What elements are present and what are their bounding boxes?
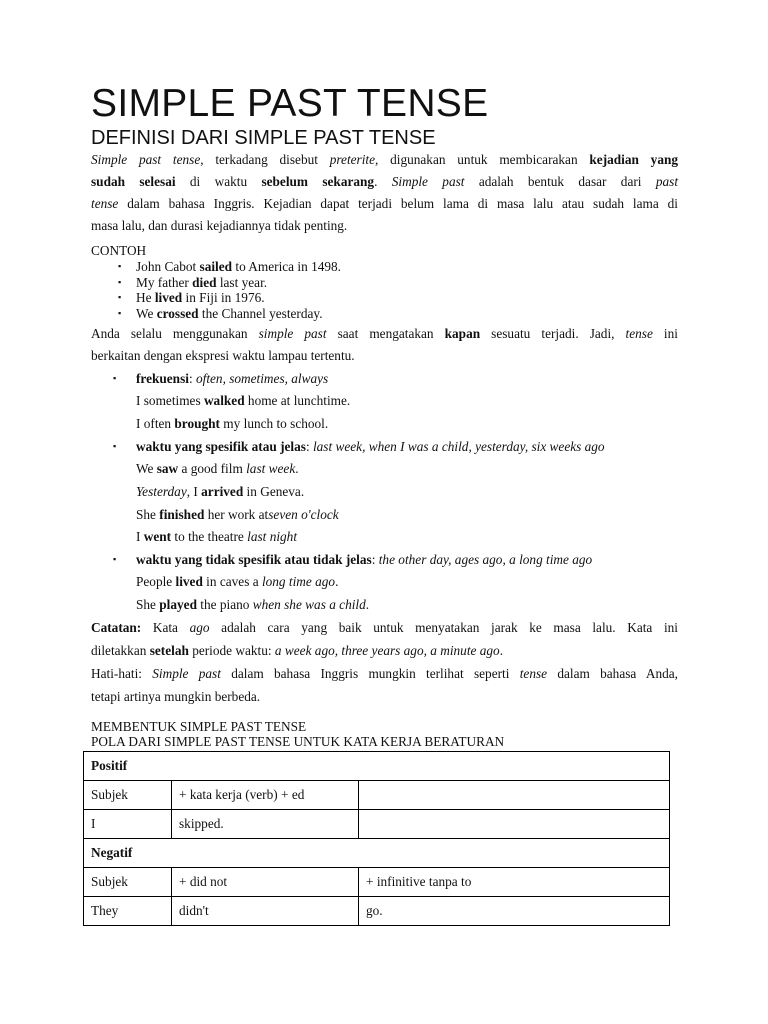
italic-text: last night — [247, 529, 298, 544]
membentuk-heading: MEMBENTUK SIMPLE PAST TENSE — [91, 719, 307, 734]
square-bullet-icon: ▪ — [113, 441, 117, 451]
text-run: saat mengatakan — [326, 326, 445, 341]
table-cell: Subjek — [84, 781, 172, 810]
frekuensi-heading — [136, 371, 328, 387]
text-run: her work at — [204, 507, 269, 522]
text-run: . — [374, 174, 392, 189]
table-row — [84, 781, 670, 810]
example-sentence — [136, 416, 328, 432]
italic-text: when she was a child — [252, 597, 366, 612]
text-run: ini — [652, 326, 678, 341]
text-run: adalah cara yang baik untuk menyatakan jarak ke masa lalu. Kata ini — [209, 620, 678, 635]
bold-text: Catatan: — [91, 620, 142, 635]
bold-text: brought — [174, 416, 220, 431]
bold-text: sebelum sekarang — [261, 174, 375, 189]
text-run: She — [136, 507, 160, 522]
list-item — [118, 259, 341, 275]
text-run: periode waktu: — [188, 643, 275, 658]
text-run: : — [371, 552, 379, 567]
text-run: berkaitan dengan ekspresi waktu lampau tertentu. — [91, 348, 355, 363]
bold-text: walked — [203, 393, 245, 408]
list-item-text — [136, 290, 265, 305]
italic-text: Yesterday — [136, 484, 187, 499]
text-run: my lunch to school. — [219, 416, 329, 431]
text-run: . — [335, 574, 339, 589]
bold-text: frekuensi — [136, 371, 189, 386]
text-run: Hati-hati: — [91, 666, 153, 681]
text-run: He — [136, 290, 155, 305]
italic-text: simple past — [258, 326, 327, 341]
text-run: Anda selalu menggunakan — [91, 326, 259, 341]
bold-text: crossed — [156, 305, 199, 321]
definition-line-1 — [91, 152, 678, 168]
table-cell: go. — [359, 897, 670, 926]
table-section-header: Negatif — [84, 839, 670, 868]
table-cell — [359, 781, 670, 810]
square-bullet-icon: ▪ — [118, 276, 122, 287]
bold-text: waktu yang tidak spesifik atau tidak jelas — [136, 552, 372, 567]
bold-text: kejadian yang — [589, 152, 679, 167]
text-run: I often — [136, 416, 175, 431]
example-sentence — [136, 484, 304, 500]
spesifik-heading — [136, 439, 605, 455]
table-cell: skipped. — [172, 810, 359, 839]
page-title: SIMPLE PAST TENSE — [91, 82, 489, 125]
text-run: People — [136, 574, 176, 589]
section-heading-definisi: DEFINISI DARI SIMPLE PAST TENSE — [91, 127, 436, 149]
list-item-text — [136, 306, 323, 321]
square-bullet-icon: ▪ — [118, 307, 122, 318]
square-bullet-icon: ▪ — [118, 292, 122, 302]
table-row — [84, 839, 670, 868]
definition-line-4 — [91, 218, 678, 234]
bold-text: died — [192, 274, 217, 290]
table-row — [84, 810, 670, 839]
text-run: di waktu — [175, 174, 262, 189]
square-bullet-icon: ▪ — [118, 261, 122, 271]
text-run: in Fiji in 1976. — [182, 290, 265, 305]
text-run: , I — [186, 484, 202, 499]
text-run: dalam bahasa Anda, — [547, 666, 678, 681]
table-cell: They — [84, 897, 172, 926]
table-cell: I — [84, 810, 172, 839]
table-section-header: Positif — [84, 752, 670, 781]
table-cell: didn't — [172, 897, 359, 926]
italic-text: past — [655, 174, 679, 189]
pola-heading: POLA DARI SIMPLE PAST TENSE UNTUK KATA KERJA BERATURAN — [91, 734, 505, 749]
text-run: tetapi artinya mungkin berbeda. — [91, 689, 261, 704]
example-sentence — [136, 529, 297, 545]
italic-text: the other day, ages ago, a long time ago — [378, 552, 593, 567]
catatan-line-2 — [91, 643, 678, 659]
italic-text: Simple past — [391, 174, 465, 189]
italic-text: last week — [246, 461, 296, 476]
example-sentence — [136, 597, 369, 613]
table-cell: + infinitive tanpa to — [359, 868, 670, 897]
list-item-text — [136, 259, 341, 274]
text-run: Kata — [141, 620, 190, 635]
bold-text: played — [159, 597, 197, 612]
text-run: sesuatu terjadi. Jadi, — [480, 326, 626, 341]
text-run: dalam bahasa Inggris mungkin terlihat seperti — [220, 666, 520, 681]
bold-text: lived — [154, 290, 183, 305]
table-cell: Subjek — [84, 868, 172, 897]
text-run: , digunakan untuk membicarakan — [375, 152, 590, 167]
italic-text: tense — [519, 666, 548, 681]
list-item — [118, 290, 341, 306]
text-run: . — [499, 643, 504, 658]
bold-text: lived — [175, 574, 203, 589]
table-row — [84, 897, 670, 926]
italic-text: tense — [91, 196, 119, 211]
italic-text: a week ago, three years ago, a minute ago — [274, 643, 500, 658]
hati-line-2 — [91, 689, 678, 705]
text-run: I — [136, 529, 144, 544]
definition-line-2 — [91, 174, 678, 190]
text-run: : — [305, 439, 313, 454]
example-sentence — [136, 574, 338, 590]
contoh-heading: CONTOH — [91, 243, 147, 258]
square-bullet-icon: ▪ — [113, 554, 117, 564]
example-sentence — [136, 461, 299, 477]
text-run: home at lunchtime. — [244, 393, 351, 408]
example-sentence — [136, 507, 339, 523]
anda-line-1 — [91, 326, 678, 342]
text-run: a good film — [178, 461, 247, 476]
bold-text: saw — [156, 461, 179, 476]
bold-text: sudah selesai — [91, 174, 176, 189]
bold-text: sailed — [199, 259, 233, 274]
text-run: the piano — [196, 597, 253, 612]
pattern-table — [83, 751, 670, 926]
italic-text: often, sometimes, always — [195, 371, 329, 386]
square-bullet-icon: ▪ — [113, 373, 117, 383]
text-run: We — [136, 305, 157, 321]
text-run: last year. — [216, 274, 268, 290]
bold-text: setelah — [149, 643, 189, 658]
text-run: in Geneva. — [243, 484, 305, 499]
bold-text: finished — [159, 507, 205, 522]
text-run: . — [365, 597, 370, 612]
text-run: She — [136, 597, 160, 612]
definition-line-3 — [91, 196, 678, 212]
table-row — [84, 868, 670, 897]
italic-text: tense — [625, 326, 653, 341]
bold-text: went — [143, 529, 172, 544]
bold-text: kapan — [444, 326, 481, 341]
bold-text: arrived — [201, 484, 244, 499]
text-run: to the theatre — [171, 529, 248, 544]
list-item — [118, 275, 341, 291]
list-item — [118, 306, 341, 322]
text-run: My father — [136, 274, 193, 290]
italic-text: last week, when I was a child, yesterday, six weeks ago — [312, 439, 605, 454]
italic-text: seven o'clock — [268, 507, 339, 522]
table-row — [84, 752, 670, 781]
table-cell — [359, 810, 670, 839]
hati-line-1 — [91, 666, 678, 682]
text-run: adalah bentuk dasar dari — [464, 174, 656, 189]
list-item-text — [136, 275, 267, 290]
italic-text: Simple past — [152, 666, 221, 681]
contoh-list — [118, 259, 341, 321]
italic-text: long time ago — [261, 574, 336, 589]
anda-line-2 — [91, 348, 678, 364]
text-run: dalam bahasa Inggris. Kejadian dapat terjadi belum lama di masa lalu atau sudah lama di — [118, 196, 678, 211]
italic-text: ago — [189, 620, 210, 635]
text-run: : — [188, 371, 196, 386]
italic-text: preterite — [329, 152, 376, 167]
text-run: diletakkan — [91, 643, 150, 658]
bold-text: waktu yang spesifik atau jelas — [136, 439, 306, 454]
catatan-line-1 — [91, 620, 678, 636]
text-run: in caves a — [202, 574, 262, 589]
table-cell: + kata kerja (verb) + ed — [172, 781, 359, 810]
table-cell: + did not — [172, 868, 359, 897]
text-run: We — [136, 461, 157, 476]
italic-text: Simple past tense — [91, 152, 201, 167]
example-sentence — [136, 393, 350, 409]
text-run: I sometimes — [136, 393, 204, 408]
text-run: . — [295, 461, 299, 476]
text-run: to America in 1498. — [232, 259, 341, 274]
text-run: the Channel yesterday. — [198, 305, 323, 321]
text-run: masa lalu, dan durasi kejadiannya tidak penting. — [91, 218, 348, 233]
text-run: , terkadang disebut — [200, 152, 330, 167]
tidak-spesifik-heading — [136, 552, 592, 568]
text-run: John Cabot — [136, 259, 200, 274]
